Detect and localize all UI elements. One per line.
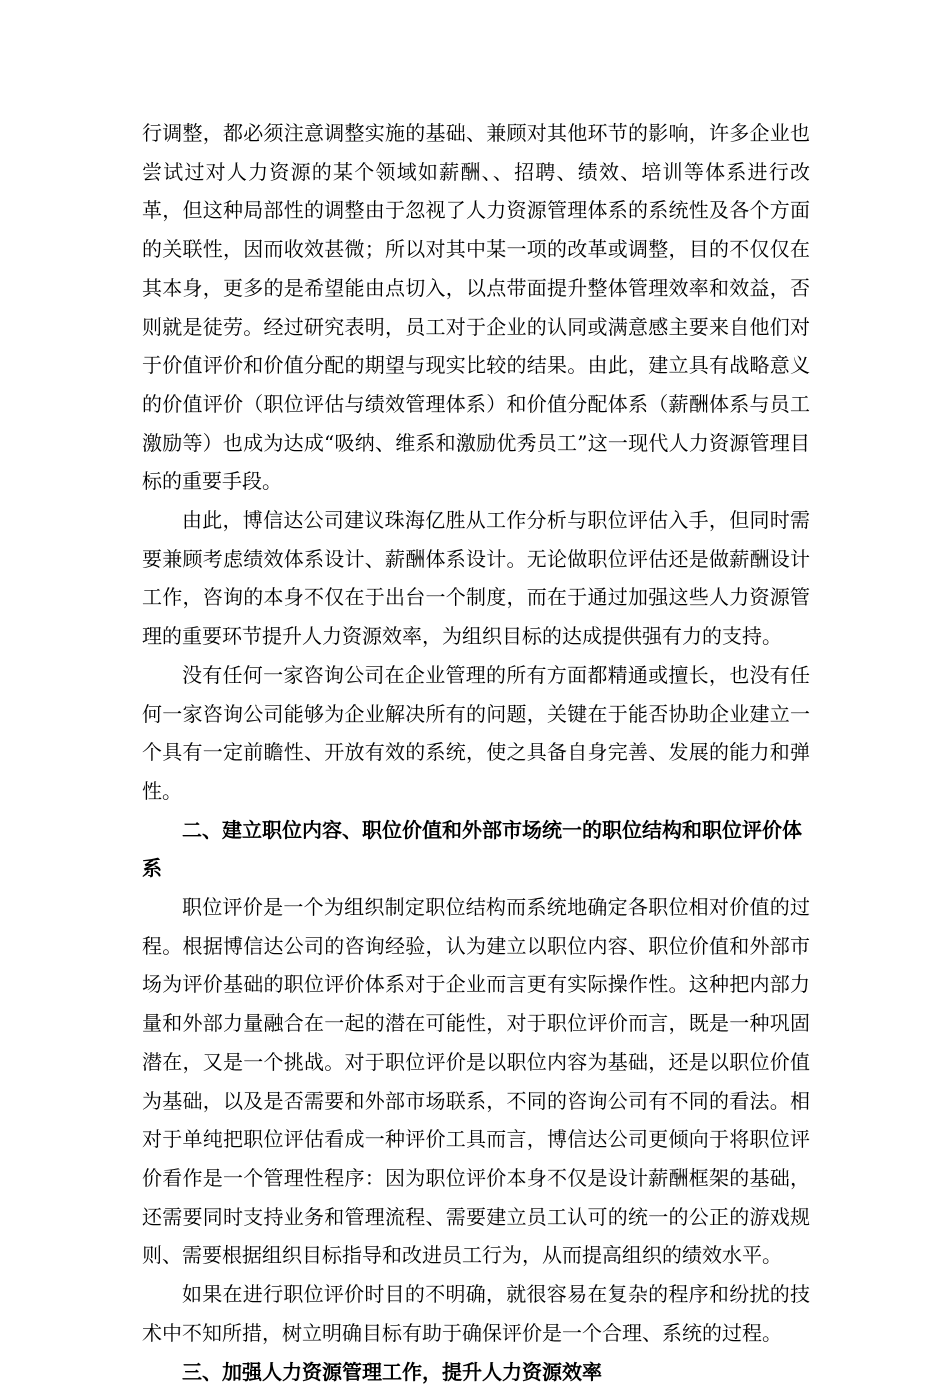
document-page [142,114,810,1391]
paragraph-job-evaluation: 职位评价是一个为组织制定职位结构而系统地确定各职位相对价值的过程。根据博信达公司的咨询经验，认为建立以职位内容、职位价值和外部市场为评价基础的职位评价体系对于企业而言更有实际操作性。这种把内部力量和外部力量融合在一起的潜在可能性，对于职位评价而言，既是一种巩固潜在，又是一个挑战。对于职位评价是以职位内容为基础，还是以职位价值为基础，以及是否需要和外部市场联系，不同的咨询公司有不同的看法。相对于单纯把职位评估看成一种评价工具而言，博信达公司更倾向于将职位评价看作是一个管理性程序：因为职位评价本身不仅是设计薪酬框架的基础，还需要同时支持业务和管理流程、需要建立员工认可的统一的公正的游戏规则、需要根据组织目标指导和改进员工行为，从而提高组织的绩效水平。 [142,888,810,1275]
paragraph-clear-goals: 如果在进行职位评价时目的不明确，就很容易在复杂的程序和纷扰的技术中不知所措，树立明确目标有助于确保评价是一个合理、系统的过程。 [142,1275,810,1352]
paragraph-consulting-scope: 没有任何一家咨询公司在企业管理的所有方面都精通或擅长，也没有任何一家咨询公司能够为企业解决所有的问题，关键在于能否协助企业建立一个具有一定前瞻性、开放有效的系统，使之具备自身完善、发展的能力和弹性。 [142,656,810,811]
section-heading-3: 三、加强人力资源管理工作，提升人力资源效率 [142,1353,810,1391]
paragraph-recommendation: 由此，博信达公司建议珠海亿胜从工作分析与职位评估入手，但同时需要兼顾考虑绩效体系设计、薪酬体系设计。无论做职位评估还是做薪酬设计工作，咨询的本身不仅在于出台一个制度，而在于通过加强这些人力资源管理的重要环节提升人力资源效率，为组织目标的达成提供强有力的支持。 [142,501,810,656]
section-heading-2: 二、建立职位内容、职位价值和外部市场统一的职位结构和职位评价体系 [142,811,810,888]
paragraph-continuation: 行调整，都必须注意调整实施的基础、兼顾对其他环节的影响，许多企业也尝试过对人力资源的某个领域如薪酬、、招聘、绩效、培训等体系进行改革，但这种局部性的调整由于忽视了人力资源管理体系的系统性及各个方面的关联性，因而收效甚微；所以对其中某一项的改革或调整，目的不仅仅在其本身，更多的是希望能由点切入，以点带面提升整体管理效率和效益，否则就是徒劳。经过研究表明，员工对于企业的认同或满意感主要来自他们对于价值评价和价值分配的期望与现实比较的结果。由此，建立具有战略意义的价值评价（职位评估与绩效管理体系）和价值分配体系（薪酬体系与员工激励等）也成为达成“吸纳、维系和激励优秀员工”这一现代人力资源管理目标的重要手段。 [142,114,810,501]
